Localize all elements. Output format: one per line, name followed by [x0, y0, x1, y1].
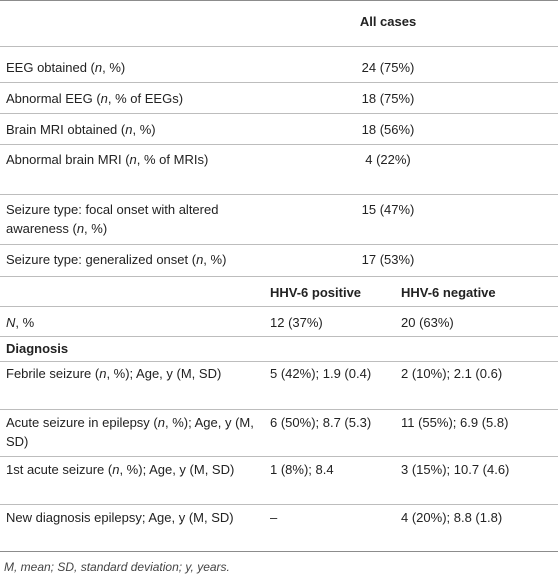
positive-value: 5 (42%); 1.9 (0.4) — [270, 366, 372, 381]
row-label: Abnormal EEG (n, % of EEGs) — [6, 91, 184, 106]
row-value: 17 (53%) — [361, 252, 415, 267]
negative-value: 4 (20%); 8.8 (1.8) — [401, 510, 503, 525]
row-label: New diagnosis epilepsy; Age, y (M, SD) — [6, 510, 234, 525]
row-divider — [0, 244, 558, 245]
row-divider — [0, 194, 558, 195]
row-divider — [0, 82, 558, 83]
all-cases-header: All cases — [359, 14, 417, 29]
row-label: 1st acute seizure (n, %); Age, y (M, SD) — [6, 462, 235, 477]
hhv6-negative-header: HHV-6 negative — [401, 285, 496, 300]
row-divider — [0, 456, 558, 457]
negative-value: 11 (55%); 6.9 (5.8) — [401, 415, 509, 430]
row-label: Febrile seizure (n, %); Age, y (M, SD) — [6, 366, 222, 381]
row-value: 24 (75%) — [361, 60, 415, 75]
row-label: Brain MRI obtained (n, %) — [6, 122, 156, 137]
row-label: Seizure type: generalized onset (n, %) — [6, 252, 227, 267]
positive-value: 12 (37%) — [270, 315, 323, 330]
row-label: Acute seizure in epilepsy (n, %); Age, y (M, SD) — [6, 415, 254, 449]
row-label: Abnormal brain MRI (n, % of MRIs) — [6, 152, 209, 167]
row-divider — [0, 306, 558, 307]
row-label: N, % — [6, 315, 35, 330]
row-label: EEG obtained (n, %) — [6, 60, 126, 75]
row-divider — [0, 504, 558, 505]
positive-value: – — [270, 510, 278, 525]
diagnosis-heading: Diagnosis — [6, 341, 69, 356]
table-bottom-rule — [0, 551, 558, 552]
row-divider — [0, 336, 558, 337]
hhv6-positive-header: HHV-6 positive — [270, 285, 362, 300]
negative-value: 3 (15%); 10.7 (4.6) — [401, 462, 510, 477]
footnote-text: M, mean; SD, standard deviation; y, years. — [4, 560, 230, 574]
table-footnote — [4, 560, 230, 574]
row-divider — [0, 144, 558, 145]
row-value: 18 (75%) — [361, 91, 415, 106]
positive-value: 1 (8%); 8.4 — [270, 462, 334, 477]
negative-value: 2 (10%); 2.1 (0.6) — [401, 366, 503, 381]
row-value: 4 (22%) — [365, 152, 411, 167]
negative-value: 20 (63%) — [401, 315, 454, 330]
row-label: Seizure type: focal onset with altered awareness (n, %) — [6, 202, 219, 236]
table-top-rule — [0, 0, 558, 1]
row-divider — [0, 113, 558, 114]
row-divider — [0, 276, 558, 277]
row-divider — [0, 409, 558, 410]
row-value: 18 (56%) — [361, 122, 415, 137]
row-value: 15 (47%) — [361, 202, 415, 217]
row-divider — [0, 361, 558, 362]
positive-value: 6 (50%); 8.7 (5.3) — [270, 415, 372, 430]
row-divider — [0, 46, 558, 47]
